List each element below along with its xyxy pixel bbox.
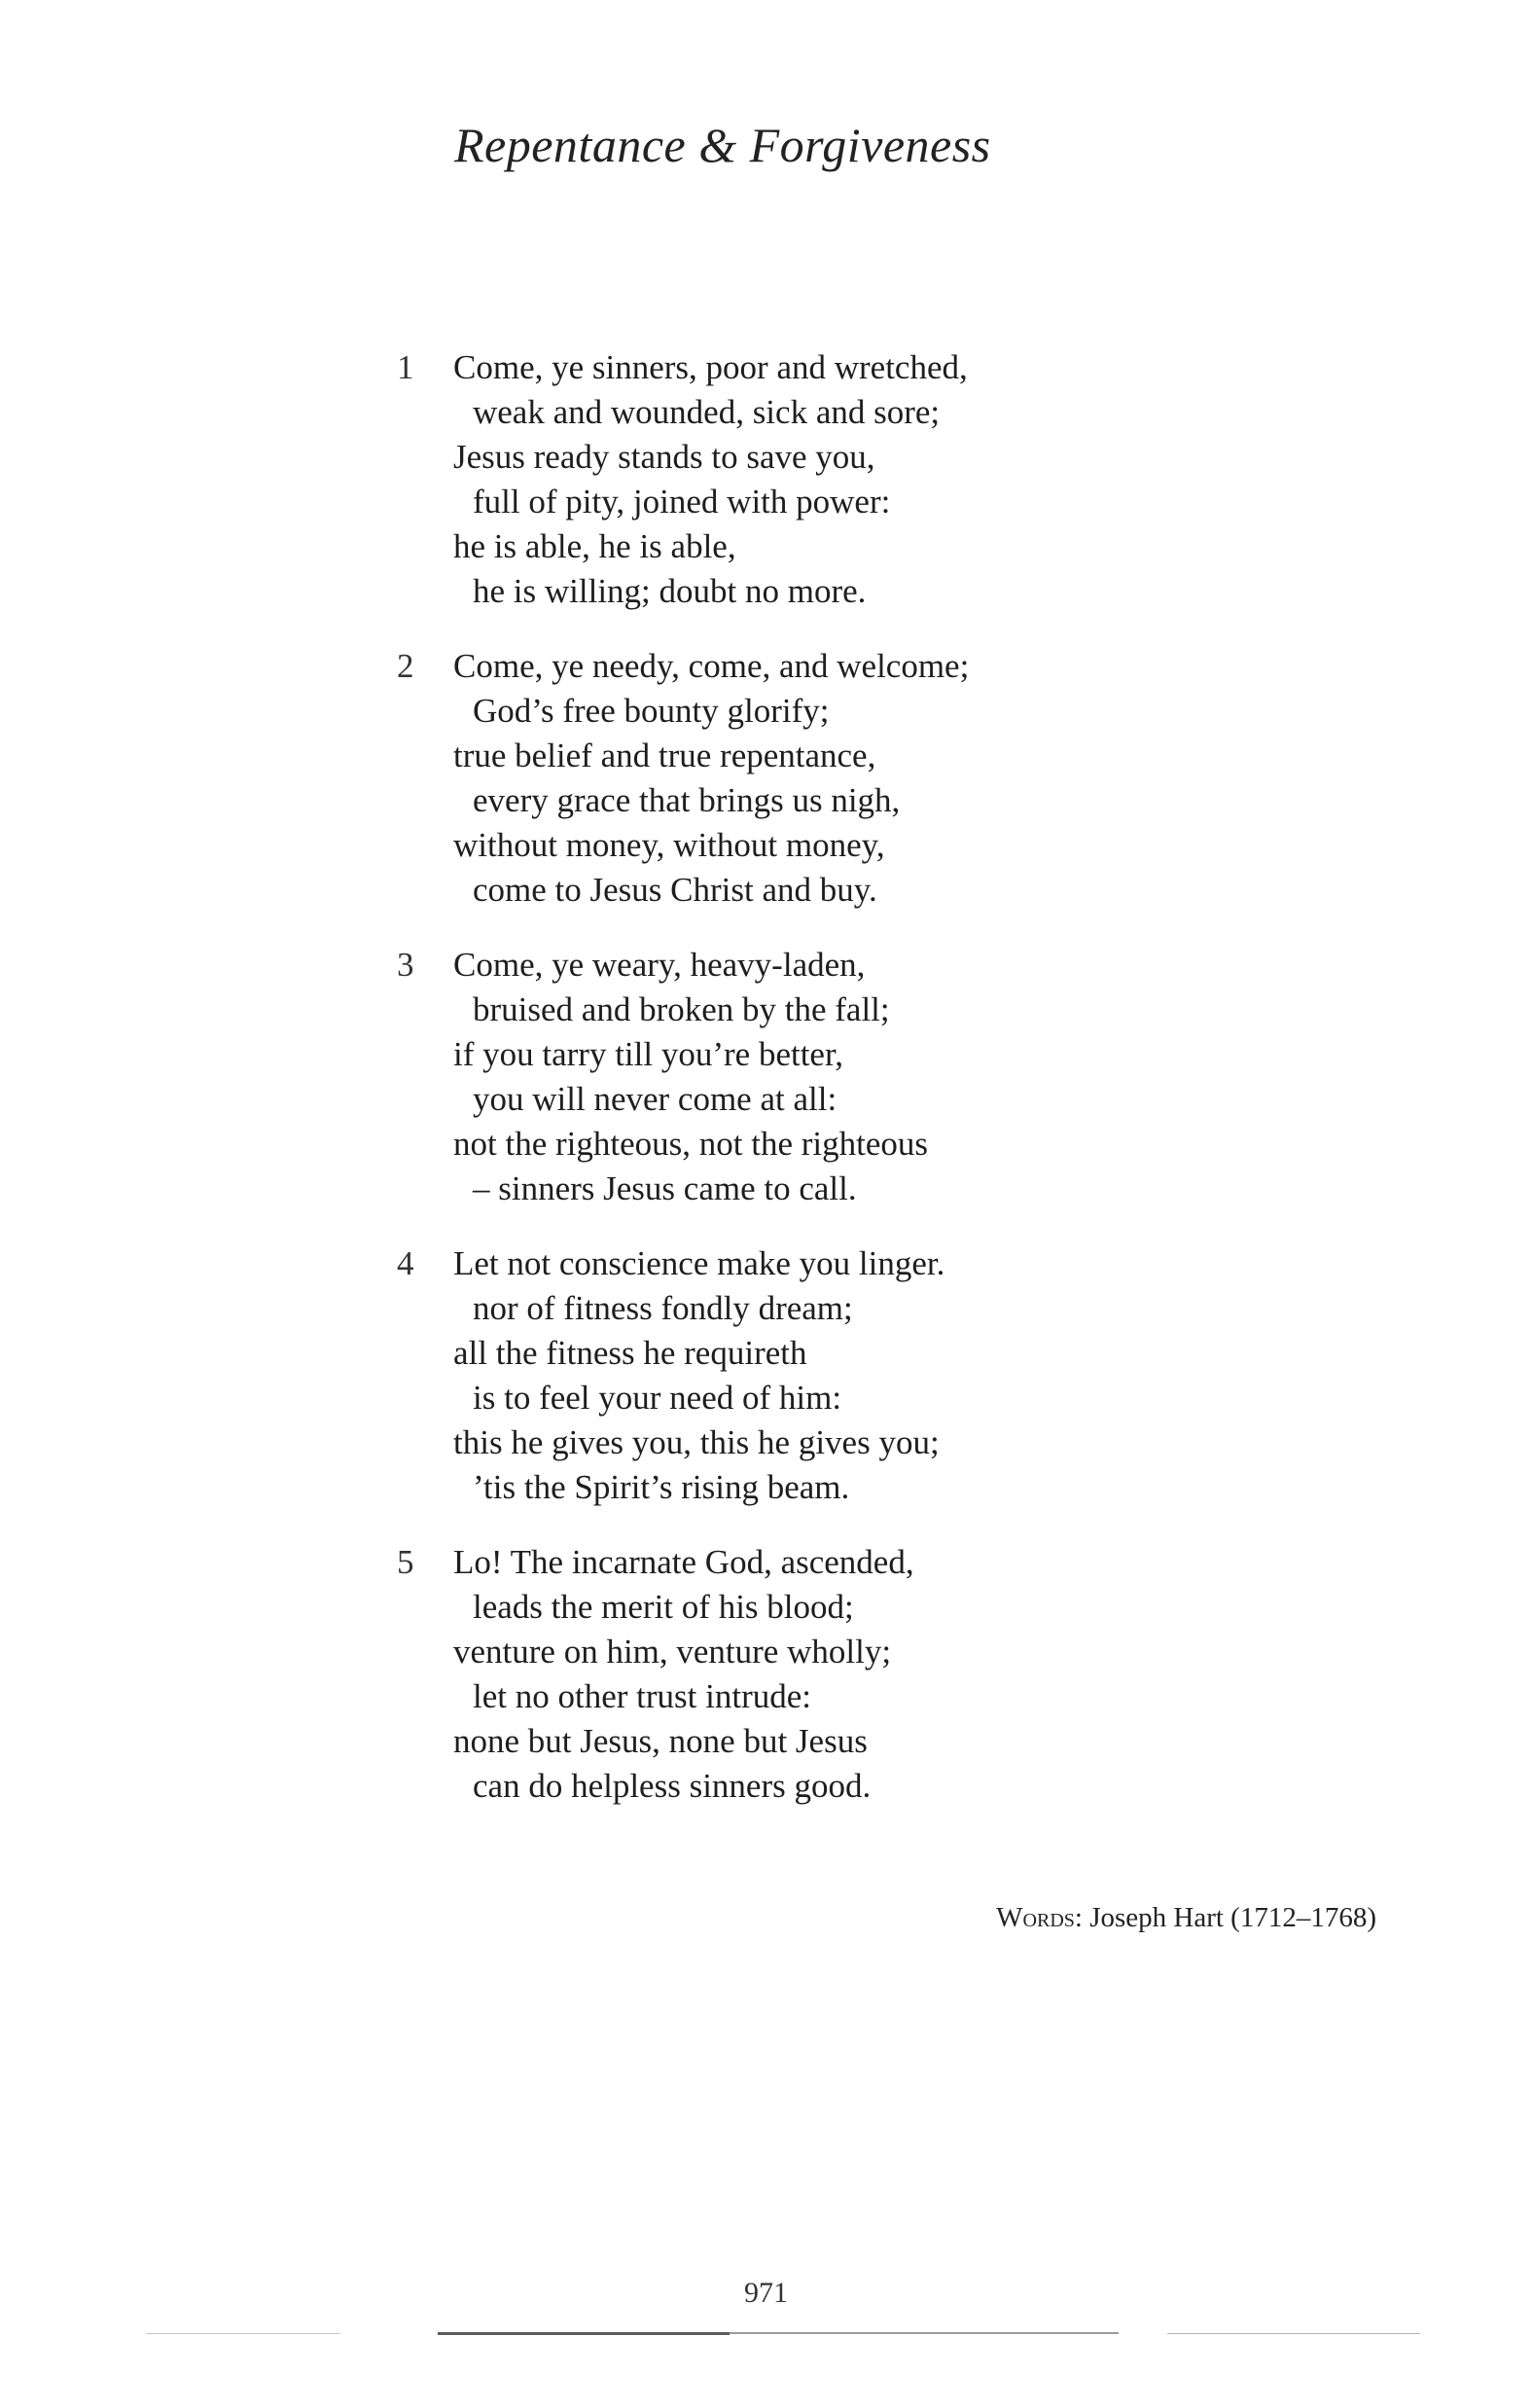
verse-line: he is willing; doubt no more.: [473, 572, 867, 610]
attribution-text: Joseph Hart (1712–1768): [1089, 1902, 1376, 1933]
hymn-text: [397, 345, 1136, 1839]
verse-number: 2: [397, 647, 414, 685]
verse-number: 3: [397, 946, 414, 984]
bottom-rule: [730, 2332, 1119, 2334]
bottom-rule: [438, 2332, 730, 2335]
attribution-label: Words:: [996, 1902, 1083, 1933]
verse-line: none but Jesus, none but Jesus: [453, 1722, 868, 1760]
verse-line: if you tarry till you’re better,: [453, 1035, 843, 1073]
verse-line: nor of fitness fondly dream;: [473, 1289, 853, 1327]
verse-line: come to Jesus Christ and buy.: [473, 871, 877, 909]
verse-4: [397, 1241, 1136, 1510]
verse-line: is to feel your need of him:: [473, 1379, 842, 1417]
verse-3: [397, 943, 1136, 1211]
verse-line: God’s free bounty glorify;: [473, 692, 830, 730]
verse-line: can do helpless sinners good.: [473, 1767, 872, 1805]
verse-line: full of pity, joined with power:: [473, 483, 891, 521]
verse-line: every grace that brings us nigh,: [473, 781, 901, 819]
verse-line: Come, ye needy, come, and welcome;: [453, 647, 970, 685]
verse-line: leads the merit of his blood;: [473, 1588, 854, 1626]
verse-line: Let not conscience make you linger.: [453, 1244, 945, 1282]
verse-line: Come, ye weary, heavy-laden,: [453, 946, 866, 984]
verse-number: 4: [397, 1244, 414, 1282]
verse-line: venture on him, venture wholly;: [453, 1633, 892, 1671]
verse-line: he is able, he is able,: [453, 527, 736, 565]
page-number: 971: [744, 2277, 788, 2309]
verse-line: without money, without money,: [453, 826, 885, 864]
section-title: Repentance & Forgiveness: [454, 118, 991, 172]
bottom-rule: [146, 2333, 340, 2334]
verse-line: true belief and true repentance,: [453, 737, 876, 774]
verse-number: 5: [397, 1543, 414, 1581]
verse-line: all the fitness he requireth: [453, 1334, 807, 1372]
verse-line: not the righteous, not the righteous: [453, 1125, 928, 1163]
attribution: [996, 1902, 1376, 1934]
verse-line: bruised and broken by the fall;: [473, 990, 890, 1028]
verse-line: weak and wounded, sick and sore;: [473, 393, 941, 431]
verse-line: you will never come at all:: [473, 1080, 837, 1118]
verse-2: [397, 644, 1136, 913]
verse-line: ’tis the Spirit’s rising beam.: [473, 1468, 850, 1506]
bottom-rule: [1167, 2333, 1420, 2334]
verse-line: – sinners Jesus came to call.: [473, 1169, 857, 1207]
verse-line: Jesus ready stands to save you,: [453, 438, 875, 476]
verse-number: 1: [397, 348, 414, 386]
verse-line: Lo! The incarnate God, ascended,: [453, 1543, 914, 1581]
verse-line: Come, ye sinners, poor and wretched,: [453, 348, 968, 386]
verse-5: [397, 1540, 1136, 1809]
verse-line: this he gives you, this he gives you;: [453, 1423, 940, 1461]
verse-1: [397, 345, 1136, 614]
verse-line: let no other trust intrude:: [473, 1677, 811, 1715]
